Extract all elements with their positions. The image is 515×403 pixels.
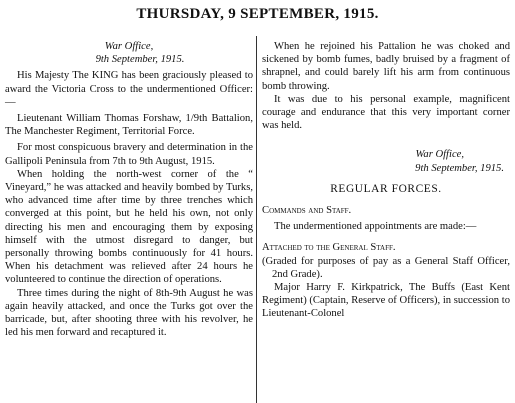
right-column <box>262 40 510 321</box>
citation-paragraph: For most conspicuous bravery and determination in the Gallipoli Peninsula from 7th to 9th August, 1915. <box>5 142 253 167</box>
night-attack-paragraph: Three times during the night of 8th-9th August he was again heavily attacked, and once the Turks got over the barricade, but, after shooting three with his revolver, he led his men forward and recaptured it. <box>5 287 253 339</box>
dateline-date-right: 9th September, 1915. <box>415 162 504 174</box>
rejoined-paragraph: When he rejoined his Pattalion he was choked and sickened by bomb fumes, badly bruised by a fragment of shrapnel, and could barely lift his arm from continuous bomb throwing. <box>262 41 510 92</box>
personal-example-paragraph: It was due to his personal example, magnificent courage and endurance that this very important corner was held. <box>262 93 510 132</box>
page-title: THURSDAY, 9 SEPTEMBER, 1915. <box>136 6 379 22</box>
recipient-paragraph: Lieutenant William Thomas Forshaw, 1/9th Battalion, The Manchester Regiment, Territorial Force. <box>5 113 253 138</box>
kirkpatrick-paragraph: Major Harry F. Kirkpatrick, The Buffs (East Kent Regiment) (Captain, Reserve of Officers), in succession to Lieutenant-Colonel <box>262 282 510 320</box>
war-office-dateline <box>5 40 253 66</box>
attached-subheading: Attached to the General Staff. <box>262 242 396 254</box>
dateline-office: War Office, <box>104 41 154 52</box>
announcement-paragraph: His Majesty The KING has been graciously pleased to award the Victoria Cross to the undermentioned Officer:— <box>5 70 253 108</box>
dateline-date: 9th September, 1915. <box>95 54 185 66</box>
commands-subheading: Commands and Staff. <box>262 205 352 217</box>
column-divider <box>256 36 257 403</box>
appointments-paragraph: The undermentioned appointments are made:— <box>274 221 477 233</box>
vineyard-paragraph: When holding the north-west corner of the “ Vineyard,” he was attacked and heavily bombed by Turks, who advanced time after time by three trenches which converged at this point, but he held his own, not only directing his men and encouraging them by exposing himself with the utmost disregard to danger, but personally throwing bombs continuously for 41 hours. When his detachment was relieved after 24 hours he volunteered to continue the direction of operations. <box>5 168 253 286</box>
dateline-office-right: War Office, <box>415 149 464 161</box>
war-office-dateline-right <box>262 148 510 174</box>
left-column <box>5 40 253 339</box>
section-heading: REGULAR FORCES. <box>330 182 442 195</box>
graded-paragraph: (Graded for purposes of pay as a General Staff Officer, 2nd Grade). <box>262 255 510 280</box>
